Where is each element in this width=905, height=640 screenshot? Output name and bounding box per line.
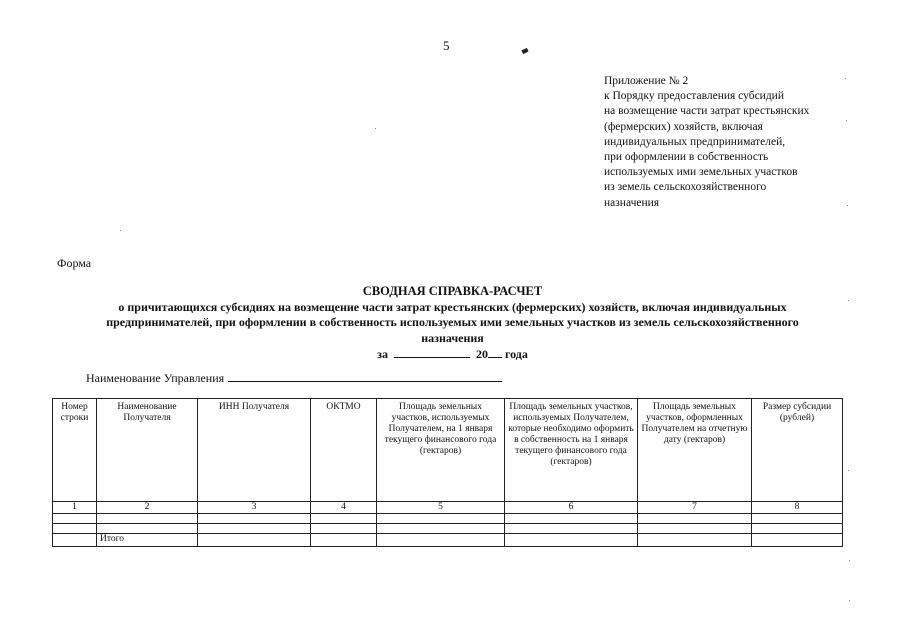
header-row	[53, 399, 843, 502]
period-year-prefix: 20	[475, 347, 488, 362]
table-cell[interactable]	[53, 514, 97, 524]
scan-speck	[845, 78, 846, 79]
scan-speck	[848, 470, 849, 471]
table-cell[interactable]	[752, 534, 843, 547]
column-header: Площадь земельных участков, оформленных Получателем на отчетную дату (гектаров)	[638, 399, 752, 502]
table-cell[interactable]	[97, 524, 198, 534]
title-line: назначения	[421, 330, 484, 345]
column-header: ИНН Получателя	[198, 399, 311, 502]
appendix-header	[604, 74, 809, 211]
table-cell[interactable]	[505, 514, 638, 524]
table-cell[interactable]	[638, 534, 752, 547]
column-number-row	[53, 502, 843, 514]
scan-mark	[521, 48, 528, 54]
table-cell[interactable]	[53, 534, 97, 547]
appendix-line: Приложение № 2	[604, 75, 689, 87]
year-blank-field[interactable]	[488, 346, 502, 358]
table-cell[interactable]	[311, 524, 377, 534]
scan-speck	[375, 128, 376, 129]
scan-speck	[849, 560, 850, 561]
title-main: СВОДНАЯ СПРАВКА-РАСЧЕТ	[362, 284, 543, 298]
scan-speck	[849, 600, 850, 601]
management-line	[86, 370, 502, 386]
table-row	[53, 514, 843, 524]
table-cell[interactable]	[311, 514, 377, 524]
table-cell[interactable]	[505, 534, 638, 547]
column-header: Площадь земельных участков, используемых Получателем, которые необходимо оформить в собственность на 1 января текущего финансового года (гектаров)	[505, 399, 638, 502]
document-title	[40, 284, 865, 363]
title-line: о причитающихся субсидиях на возмещение части затрат крестьянских (фермерских) хозяйств, включая индивидуальных	[118, 299, 787, 314]
table-cell[interactable]	[752, 514, 843, 524]
table-cell[interactable]	[53, 524, 97, 534]
table-cell[interactable]	[752, 524, 843, 534]
period-blank-field[interactable]	[394, 346, 470, 358]
scan-speck	[847, 205, 848, 206]
appendix-line: к Порядку предоставления субсидий	[604, 90, 784, 103]
table-cell[interactable]	[377, 534, 505, 547]
appendix-line: индивидуальных предпринимателей,	[604, 135, 786, 148]
appendix-line: используемых ими земельных участков	[604, 166, 798, 179]
table-cell[interactable]	[97, 514, 198, 524]
table-cell[interactable]	[377, 524, 505, 534]
management-blank-field[interactable]	[228, 370, 502, 382]
column-number: 1	[53, 502, 97, 514]
table-cell[interactable]	[198, 514, 311, 524]
column-header: Площадь земельных участков, используемых Получателем, на 1 января текущего финансового года (гектаров)	[377, 399, 505, 502]
column-header: ОКТМО	[311, 399, 377, 502]
column-number: 6	[505, 502, 638, 514]
appendix-line: при оформлении в собственность	[604, 151, 769, 164]
column-number: 7	[638, 502, 752, 514]
column-header: Наименование Получателя	[97, 399, 198, 502]
column-number: 2	[97, 502, 198, 514]
column-header: Размер субсидии (рублей)	[752, 399, 843, 502]
column-number: 8	[752, 502, 843, 514]
scan-speck	[120, 230, 121, 231]
column-number: 3	[198, 502, 311, 514]
table-cell[interactable]	[638, 524, 752, 534]
scan-speck	[848, 300, 849, 301]
period-prefix: за	[377, 347, 388, 362]
table-cell[interactable]	[377, 514, 505, 524]
appendix-line: из земель сельскохозяйственного	[604, 181, 767, 194]
total-label: Итого	[97, 534, 198, 547]
subsidy-table	[52, 398, 843, 547]
period-suffix: года	[504, 347, 528, 362]
table-cell[interactable]	[311, 534, 377, 547]
column-header: Номер строки	[53, 399, 97, 502]
management-label: Наименование Управления	[86, 371, 225, 385]
column-number: 5	[377, 502, 505, 514]
page-number: 5	[443, 38, 450, 53]
table-cell[interactable]	[505, 524, 638, 534]
scan-speck	[846, 120, 847, 121]
table-cell[interactable]	[198, 534, 311, 547]
form-label: Форма	[57, 256, 92, 270]
table-row	[53, 524, 843, 534]
title-line: предпринимателей, при оформлении в собственность используемых ими земельных участков из земель сельскохозяйственного	[106, 315, 799, 330]
period-line	[40, 346, 865, 363]
appendix-line: (фермерских) хозяйств, включая	[604, 120, 763, 133]
appendix-line: на возмещение части затрат крестьянских	[604, 105, 810, 118]
column-number: 4	[311, 502, 377, 514]
appendix-line: назначения	[604, 196, 660, 209]
total-row	[53, 534, 843, 547]
table-cell[interactable]	[638, 514, 752, 524]
table-cell[interactable]	[198, 524, 311, 534]
